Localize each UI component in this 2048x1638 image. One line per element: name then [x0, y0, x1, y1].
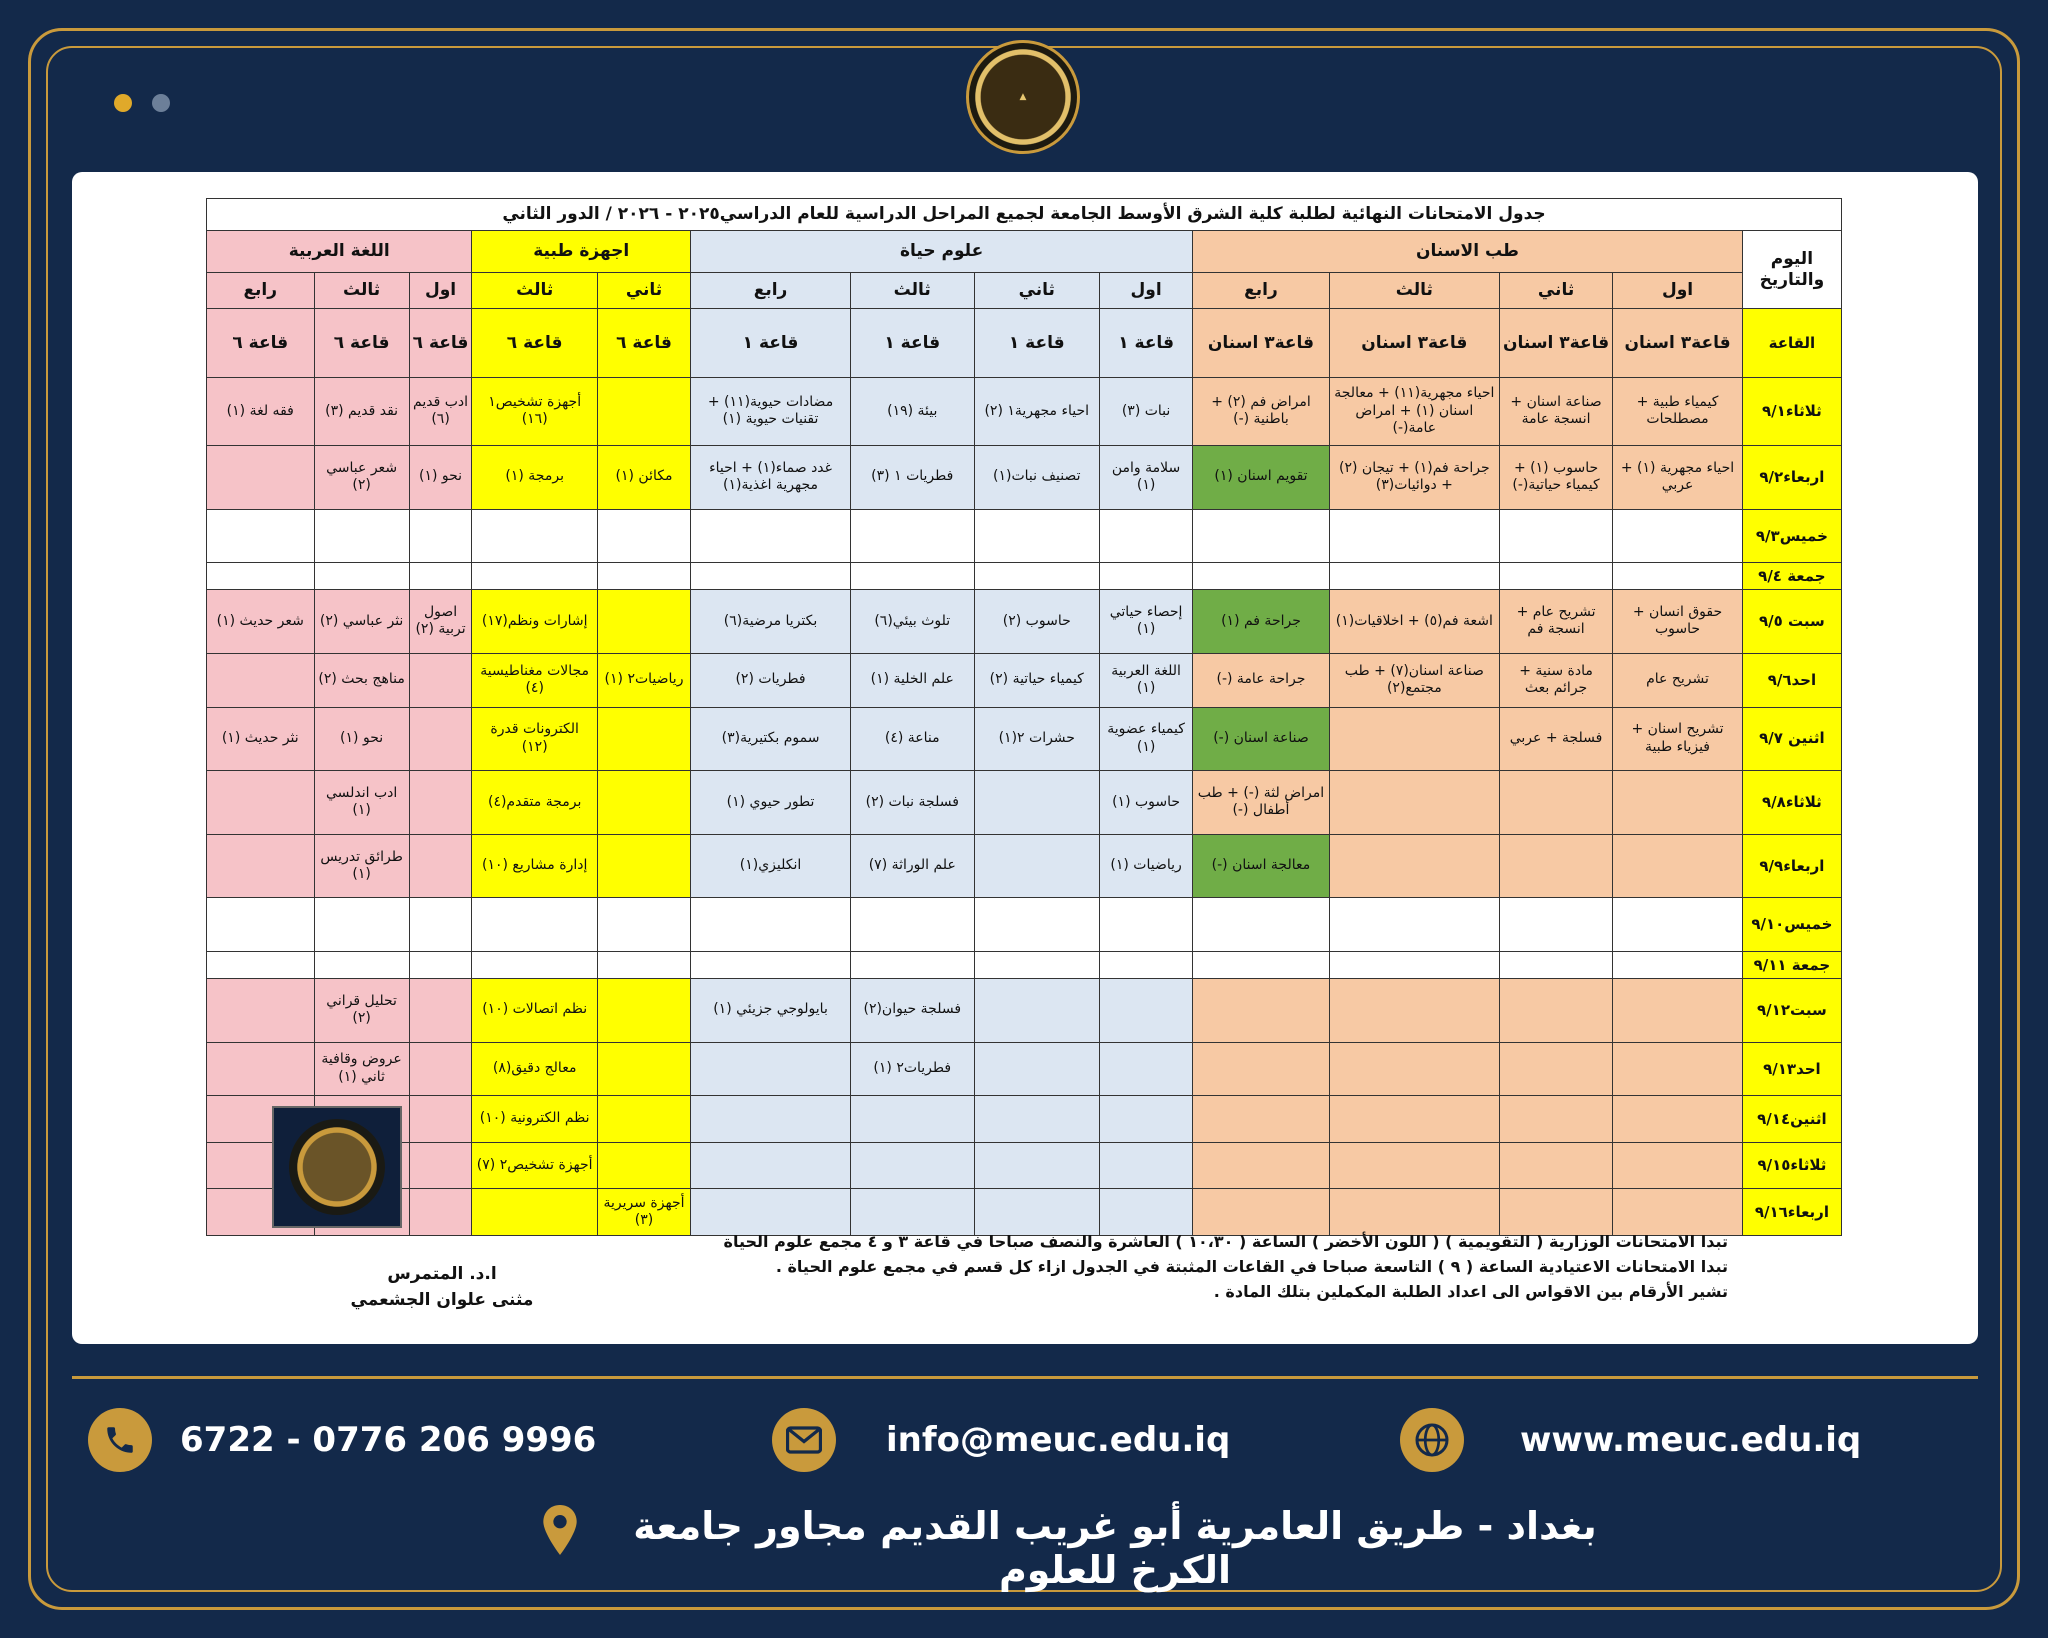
- exam-cell: حاسوب (١) + كيمياء حياتية(-): [1499, 445, 1612, 509]
- stage-8: ثاني: [597, 272, 690, 309]
- day-cell: سبت٩/١٢: [1742, 978, 1841, 1042]
- exam-cell: [409, 898, 472, 952]
- exam-cell: كيمياء عضوية (١): [1100, 707, 1193, 771]
- exam-cell: [472, 952, 598, 979]
- exam-cell: فطريات٢ (١): [851, 1042, 975, 1096]
- email-icon[interactable]: [772, 1408, 836, 1472]
- exam-cell: [1193, 952, 1330, 979]
- exam-cell: [1193, 1189, 1330, 1236]
- exam-cell: [1329, 563, 1499, 590]
- exam-cell: [597, 1096, 690, 1143]
- schedule-row: [207, 834, 1842, 898]
- exam-cell: [1193, 1042, 1330, 1096]
- exam-cell: [1329, 509, 1499, 563]
- hall-6: قاعة ١: [851, 309, 975, 378]
- exam-cell: [1100, 1142, 1193, 1189]
- exam-cell: مضادات حيوية(١١) + تقنيات حيوية (١): [691, 378, 851, 446]
- dept-medical-devices: اجهزة طبية: [472, 231, 691, 273]
- exam-cell: [207, 445, 315, 509]
- stage-4: اول: [1100, 272, 1193, 309]
- exam-cell: [851, 1142, 975, 1189]
- exam-cell: [1613, 509, 1743, 563]
- schedule-row: [207, 978, 1842, 1042]
- exam-cell: [1329, 1142, 1499, 1189]
- exam-cell: [314, 898, 409, 952]
- exam-cell: جراحة فم(١) + تيجان (٢) + دوائيات(٣): [1329, 445, 1499, 509]
- signature: [342, 1262, 542, 1313]
- schedule-row: [207, 590, 1842, 654]
- hall-9: قاعة ٦: [472, 309, 598, 378]
- exam-cell: [1193, 1142, 1330, 1189]
- exam-cell: [1613, 563, 1743, 590]
- hall-11: قاعة ٦: [314, 309, 409, 378]
- exam-cell: [851, 898, 975, 952]
- exam-cell: [1613, 771, 1743, 835]
- schedule-row: [207, 378, 1842, 446]
- exam-cell: برمجة (١): [472, 445, 598, 509]
- signature-title: ا.د. المتمرس: [387, 1264, 497, 1284]
- exam-cell: [974, 509, 1100, 563]
- exam-cell: تحليل قراني (٢): [314, 978, 409, 1042]
- exam-cell: برمجة متقدم(٤): [472, 771, 598, 835]
- schedule-row: [207, 952, 1842, 979]
- exam-cell: شعر عباسي (٢): [314, 445, 409, 509]
- exam-cell: رياضيات٢ (١): [597, 653, 690, 707]
- schedule-row: [207, 1142, 1842, 1189]
- table-title: جدول الامتحانات النهائية لطلبة كلية الشرق الأوسط الجامعة لجميع المراحل الدراسية للعام الدراسي٢٠٢٥ - ٢٠٢٦ / الدور الثاني: [207, 199, 1842, 231]
- college-stamp: [272, 1106, 402, 1228]
- exam-cell: تشريح اسنان + فيزياء طبية: [1613, 707, 1743, 771]
- email-address[interactable]: info@meuc.edu.iq: [886, 1420, 1231, 1460]
- exam-cell: [1613, 1042, 1743, 1096]
- exam-cell: نحو (١): [314, 707, 409, 771]
- exam-cell: [1100, 509, 1193, 563]
- exam-cell: [1100, 1096, 1193, 1143]
- hall-0: قاعة٣ اسنان: [1613, 309, 1743, 378]
- phone-icon[interactable]: [88, 1408, 152, 1472]
- exam-cell: [597, 1042, 690, 1096]
- exam-cell: سلامة وامن (١): [1100, 445, 1193, 509]
- day-cell: اثنين ٩/٧: [1742, 707, 1841, 771]
- exam-cell: نثر عباسي (٢): [314, 590, 409, 654]
- exam-cell: [472, 898, 598, 952]
- exam-cell: علم الوراثة (٧): [851, 834, 975, 898]
- exam-cell: [691, 952, 851, 979]
- website[interactable]: www.meuc.edu.iq: [1520, 1420, 1862, 1460]
- day-cell: ثلاثاء٩/٨: [1742, 771, 1841, 835]
- exam-cell: حاسوب (٢): [974, 590, 1100, 654]
- exam-cell: فطريات ١ (٣): [851, 445, 975, 509]
- exam-cell: امراض فم (٢) + باطنية (-): [1193, 378, 1330, 446]
- exam-cell: [1193, 509, 1330, 563]
- exam-cell: [472, 509, 598, 563]
- stage-11: ثالث: [314, 272, 409, 309]
- exam-cell: طرائق تدريس (١): [314, 834, 409, 898]
- day-cell: اربعاء٩/١٦: [1742, 1189, 1841, 1236]
- exam-cell: شعر حديث (١): [207, 590, 315, 654]
- exam-cell: كيمياء طبية + مصطلحات: [1613, 378, 1743, 446]
- exam-cell: نظم اتصالات (١٠): [472, 978, 598, 1042]
- exam-cell: [314, 509, 409, 563]
- exam-cell: [409, 563, 472, 590]
- exam-cell: [409, 509, 472, 563]
- address: بغداد - طريق العامرية أبو غريب القديم مجاور جامعة الكرخ للعلوم: [633, 1504, 1597, 1592]
- exam-cell: حشرات ٢(١): [974, 707, 1100, 771]
- stage-1: ثاني: [1499, 272, 1612, 309]
- exam-cell: [1193, 978, 1330, 1042]
- exam-cell: امراض لثة (-) + طب أطفال (-): [1193, 771, 1330, 835]
- exam-cell: جراحة عامة (-): [1193, 653, 1330, 707]
- exam-cell: [691, 1142, 851, 1189]
- exam-cell: [851, 952, 975, 979]
- exam-cell: [1499, 1096, 1612, 1143]
- exam-cell: اشعة فم(٥) + اخلاقيات(١): [1329, 590, 1499, 654]
- hall-5: قاعة ١: [974, 309, 1100, 378]
- day-cell: ثلاثاء٩/١٥: [1742, 1142, 1841, 1189]
- exam-cell: [974, 1042, 1100, 1096]
- hall-7: قاعة ١: [691, 309, 851, 378]
- exam-cell: [1613, 978, 1743, 1042]
- exam-cell: [409, 1142, 472, 1189]
- exam-cell: [207, 653, 315, 707]
- exam-cell: بايولوجي جزيئي (١): [691, 978, 851, 1042]
- exam-cell: تصنيف نبات(١): [974, 445, 1100, 509]
- exam-cell: [597, 834, 690, 898]
- exam-cell: فسلجة حيوان(٢): [851, 978, 975, 1042]
- exam-cell: معالجة اسنان (-): [1193, 834, 1330, 898]
- exam-cell: حاسوب (١): [1100, 771, 1193, 835]
- stage-12: رابع: [207, 272, 315, 309]
- exam-cell: [1613, 834, 1743, 898]
- dept-biology: علوم حياة: [691, 231, 1193, 273]
- note-2: تبدا الامتحانات الاعتيادية الساعة ( ٩ ) التاسعة صباحا في القاعات المثبتة في الجدول ازاء كل قسم في مجمع علوم الحياة .: [775, 1256, 1728, 1276]
- exam-cell: [1613, 1096, 1743, 1143]
- stage-2: ثالث: [1329, 272, 1499, 309]
- exam-cell: معالج دقيق(٨): [472, 1042, 598, 1096]
- exam-cell: عروض وقافية ثاني (١): [314, 1042, 409, 1096]
- exam-cell: فطريات (٢): [691, 653, 851, 707]
- exam-cell: تلوث بيئي(٦): [851, 590, 975, 654]
- exam-cell: [207, 952, 315, 979]
- exam-cell: [409, 653, 472, 707]
- exam-cell: [597, 563, 690, 590]
- exam-cell: [974, 1189, 1100, 1236]
- exam-cell: [597, 378, 690, 446]
- exam-cell: تطور حيوي (١): [691, 771, 851, 835]
- hall-8: قاعة ٦: [597, 309, 690, 378]
- exam-cell: [1193, 898, 1330, 952]
- exam-cell: إشارات ونظم(١٧): [472, 590, 598, 654]
- exam-cell: [1100, 952, 1193, 979]
- exam-cell: [974, 1142, 1100, 1189]
- hall-1: قاعة٣ اسنان: [1499, 309, 1612, 378]
- exam-cell: [1499, 978, 1612, 1042]
- signature-name: مثنى علوان الجشعمي: [350, 1289, 534, 1310]
- exam-cell: [1499, 771, 1612, 835]
- exam-cell: [691, 1096, 851, 1143]
- day-cell: سبت ٩/٥: [1742, 590, 1841, 654]
- exam-cell: [1329, 1189, 1499, 1236]
- exam-cell: [851, 1189, 975, 1236]
- exam-cell: [1499, 1042, 1612, 1096]
- stage-3: رابع: [1193, 272, 1330, 309]
- schedule-row: [207, 653, 1842, 707]
- exam-cell: صناعة اسنان(٧) + طب مجتمع(٢): [1329, 653, 1499, 707]
- exam-cell: تشريح عام + انسجة فم: [1499, 590, 1612, 654]
- day-cell: جمعة ٩/١١: [1742, 952, 1841, 979]
- phone-number[interactable]: 6722 - 0776 206 9996: [180, 1420, 597, 1460]
- exam-cell: [597, 509, 690, 563]
- exam-cell: نبات (٣): [1100, 378, 1193, 446]
- exam-cell: الكترونات قدرة (١٢): [472, 707, 598, 771]
- exam-cell: صناعة اسنان (-): [1193, 707, 1330, 771]
- day-cell: احد٩/٦: [1742, 653, 1841, 707]
- exam-cell: [1499, 834, 1612, 898]
- exam-cell: نثر حديث (١): [207, 707, 315, 771]
- hall-4: قاعة ١: [1100, 309, 1193, 378]
- window-dot-gray: [152, 94, 170, 112]
- exam-cell: [409, 834, 472, 898]
- hall-3: قاعة٣ اسنان: [1193, 309, 1330, 378]
- exam-cell: [974, 898, 1100, 952]
- exam-cell: احياء مجهرية(١١) + معالجة اسنان (١) + امراض عامة(-): [1329, 378, 1499, 446]
- exam-cell: [851, 1096, 975, 1143]
- exam-cell: ادب اندلسي (١): [314, 771, 409, 835]
- exam-cell: [974, 771, 1100, 835]
- exam-cell: [207, 978, 315, 1042]
- schedule-row: [207, 1042, 1842, 1096]
- schedule-row: [207, 1096, 1842, 1143]
- stage-7: رابع: [691, 272, 851, 309]
- exam-cell: [1613, 1189, 1743, 1236]
- exam-cell: [207, 1042, 315, 1096]
- day-cell: جمعة ٩/٤: [1742, 563, 1841, 590]
- exam-cell: [409, 1096, 472, 1143]
- exam-cell: إحصاء حياتي (١): [1100, 590, 1193, 654]
- day-cell: اثنين٩/١٤: [1742, 1096, 1841, 1143]
- exam-cell: [597, 898, 690, 952]
- exam-cell: [974, 978, 1100, 1042]
- exam-cell: [974, 834, 1100, 898]
- exam-cell: نحو (١): [409, 445, 472, 509]
- exam-cell: [409, 1042, 472, 1096]
- date-header: اليوم والتاريخ: [1742, 231, 1841, 309]
- exam-cell: [1499, 509, 1612, 563]
- schedule-row: [207, 1189, 1842, 1236]
- schedule-row: [207, 707, 1842, 771]
- note-3: تشير الأرقام بين الاقواس الى اعداد الطلبة المكملين بتلك المادة .: [1213, 1281, 1728, 1301]
- exam-cell: [597, 590, 690, 654]
- exam-cell: [1193, 563, 1330, 590]
- exam-cell: [597, 1142, 690, 1189]
- exam-cell: [409, 952, 472, 979]
- exam-cell: [409, 978, 472, 1042]
- stage-0: اول: [1613, 272, 1743, 309]
- college-logo: ▲: [966, 40, 1080, 154]
- exam-cell: [472, 1189, 598, 1236]
- exam-cell: جراحة فم (١): [1193, 590, 1330, 654]
- exam-cell: أجهزة سريرية (٣): [597, 1189, 690, 1236]
- exam-cell: حقوق انسان + حاسوب: [1613, 590, 1743, 654]
- exam-cell: [1499, 1189, 1612, 1236]
- exam-cell: [597, 771, 690, 835]
- exam-cell: [1329, 1042, 1499, 1096]
- stage-6: ثالث: [851, 272, 975, 309]
- exam-cell: انكليزي(١): [691, 834, 851, 898]
- exam-cell: [1100, 1189, 1193, 1236]
- exam-cell: بكتريا مرضية(٦): [691, 590, 851, 654]
- exam-cell: [1100, 1042, 1193, 1096]
- exam-cell: مكائن (١): [597, 445, 690, 509]
- exam-cell: [691, 898, 851, 952]
- hall-10: قاعة ٦: [409, 309, 472, 378]
- exam-cell: مناهج بحث (٢): [314, 653, 409, 707]
- exam-cell: أجهزة تشخيص٢ (٧): [472, 1142, 598, 1189]
- hall-label: القاعة: [1742, 309, 1841, 378]
- exam-cell: ادب قديم (٦): [409, 378, 472, 446]
- day-cell: احد٩/١٣: [1742, 1042, 1841, 1096]
- day-cell: اربعاء٩/٩: [1742, 834, 1841, 898]
- schedule-row: [207, 771, 1842, 835]
- exam-cell: [1499, 1142, 1612, 1189]
- exam-cell: [207, 834, 315, 898]
- exam-cell: [314, 563, 409, 590]
- exam-cell: اصول تربية (٢): [409, 590, 472, 654]
- schedule-paper: [72, 172, 1978, 1344]
- exam-cell: مادة سنية + جرائم بعث: [1499, 653, 1612, 707]
- exam-cell: تقويم اسنان (١): [1193, 445, 1330, 509]
- footer-divider: [72, 1376, 1978, 1379]
- exam-cell: [691, 563, 851, 590]
- exam-cell: [207, 898, 315, 952]
- exam-cell: كيمياء حياتية (٢): [974, 653, 1100, 707]
- dept-arabic: اللغة العربية: [207, 231, 472, 273]
- exam-cell: [1499, 898, 1612, 952]
- exam-cell: نظم الكترونية (١٠): [472, 1096, 598, 1143]
- schedule-row: [207, 898, 1842, 952]
- exam-cell: [1329, 1096, 1499, 1143]
- exam-cell: [1613, 952, 1743, 979]
- stage-9: ثالث: [472, 272, 598, 309]
- exam-cell: سموم بكتيرية(٣): [691, 707, 851, 771]
- exam-cell: [1100, 898, 1193, 952]
- exam-cell: [1499, 563, 1612, 590]
- exam-cell: [1193, 1096, 1330, 1143]
- exam-cell: مجالات مغناطيسية (٤): [472, 653, 598, 707]
- exam-cell: علم الخلية (١): [851, 653, 975, 707]
- exam-cell: أجهزة تشخيص١ (١٦): [472, 378, 598, 446]
- day-cell: ثلاثاء٩/١: [1742, 378, 1841, 446]
- exam-cell: [1100, 978, 1193, 1042]
- exam-cell: [1329, 978, 1499, 1042]
- exam-cell: [1499, 952, 1612, 979]
- exam-cell: [1613, 1142, 1743, 1189]
- exam-cell: [691, 509, 851, 563]
- exam-cell: احياء مجهرية١ (٢): [974, 378, 1100, 446]
- hall-12: قاعة ٦: [207, 309, 315, 378]
- exam-cell: فسلجة نبات (٢): [851, 771, 975, 835]
- location-pin-icon: [540, 1503, 580, 1557]
- exam-cell: [597, 978, 690, 1042]
- exam-cell: [851, 509, 975, 563]
- schedule-row: [207, 445, 1842, 509]
- globe-icon[interactable]: [1400, 1408, 1464, 1472]
- exam-cell: [1329, 952, 1499, 979]
- exam-cell: غدد صماء(١) + احياء مجهرية اغذية(١): [691, 445, 851, 509]
- exam-cell: [1329, 834, 1499, 898]
- exam-cell: [314, 952, 409, 979]
- exam-cell: تشريح عام: [1613, 653, 1743, 707]
- exam-cell: اللغة العربية (١): [1100, 653, 1193, 707]
- exam-cell: احياء مجهرية (١) + عربي: [1613, 445, 1743, 509]
- exam-cell: [409, 707, 472, 771]
- exam-cell: فقه لغة (١): [207, 378, 315, 446]
- exam-cell: [691, 1042, 851, 1096]
- exam-cell: رياضيات (١): [1100, 834, 1193, 898]
- exam-cell: [691, 1189, 851, 1236]
- exam-schedule-table: [206, 198, 1842, 1236]
- exam-cell: صناعة اسنان + انسجة عامة: [1499, 378, 1612, 446]
- day-cell: خميس٩/١٠: [1742, 898, 1841, 952]
- exam-cell: [207, 563, 315, 590]
- exam-cell: فسلجة + عربي: [1499, 707, 1612, 771]
- exam-cell: [1100, 563, 1193, 590]
- exam-cell: [1329, 771, 1499, 835]
- exam-cell: [974, 1096, 1100, 1143]
- exam-cell: [207, 771, 315, 835]
- exam-cell: [1329, 898, 1499, 952]
- exam-cell: [1613, 898, 1743, 952]
- exam-cell: [597, 952, 690, 979]
- exam-cell: بيئة (١٩): [851, 378, 975, 446]
- window-dot-orange: [114, 94, 132, 112]
- exam-cell: [409, 771, 472, 835]
- hall-2: قاعة٣ اسنان: [1329, 309, 1499, 378]
- exam-cell: نقد قديم (٣): [314, 378, 409, 446]
- dept-dentistry: طب الاسنان: [1193, 231, 1743, 273]
- stage-10: اول: [409, 272, 472, 309]
- exam-cell: [472, 563, 598, 590]
- exam-cell: [207, 509, 315, 563]
- stage-5: ثاني: [974, 272, 1100, 309]
- schedule-row: [207, 563, 1842, 590]
- day-cell: خميس٩/٣: [1742, 509, 1841, 563]
- exam-cell: [597, 707, 690, 771]
- day-cell: اربعاء٩/٢: [1742, 445, 1841, 509]
- schedule-row: [207, 509, 1842, 563]
- notes: [628, 1230, 1728, 1304]
- exam-cell: [1329, 707, 1499, 771]
- exam-cell: [851, 563, 975, 590]
- exam-cell: [974, 563, 1100, 590]
- note-1: تبدا الامتحانات الوزارية ( التقويمية ) ( اللون الأخضر ) الساعة ( ١٠،٣٠ ) العاشرة والنصف صباحا في قاعة ٣ و ٤ مجمع علوم الحياة: [723, 1232, 1728, 1251]
- exam-cell: [409, 1189, 472, 1236]
- exam-cell: إدارة مشاريع (١٠): [472, 834, 598, 898]
- exam-cell: [974, 952, 1100, 979]
- exam-cell: مناعة (٤): [851, 707, 975, 771]
